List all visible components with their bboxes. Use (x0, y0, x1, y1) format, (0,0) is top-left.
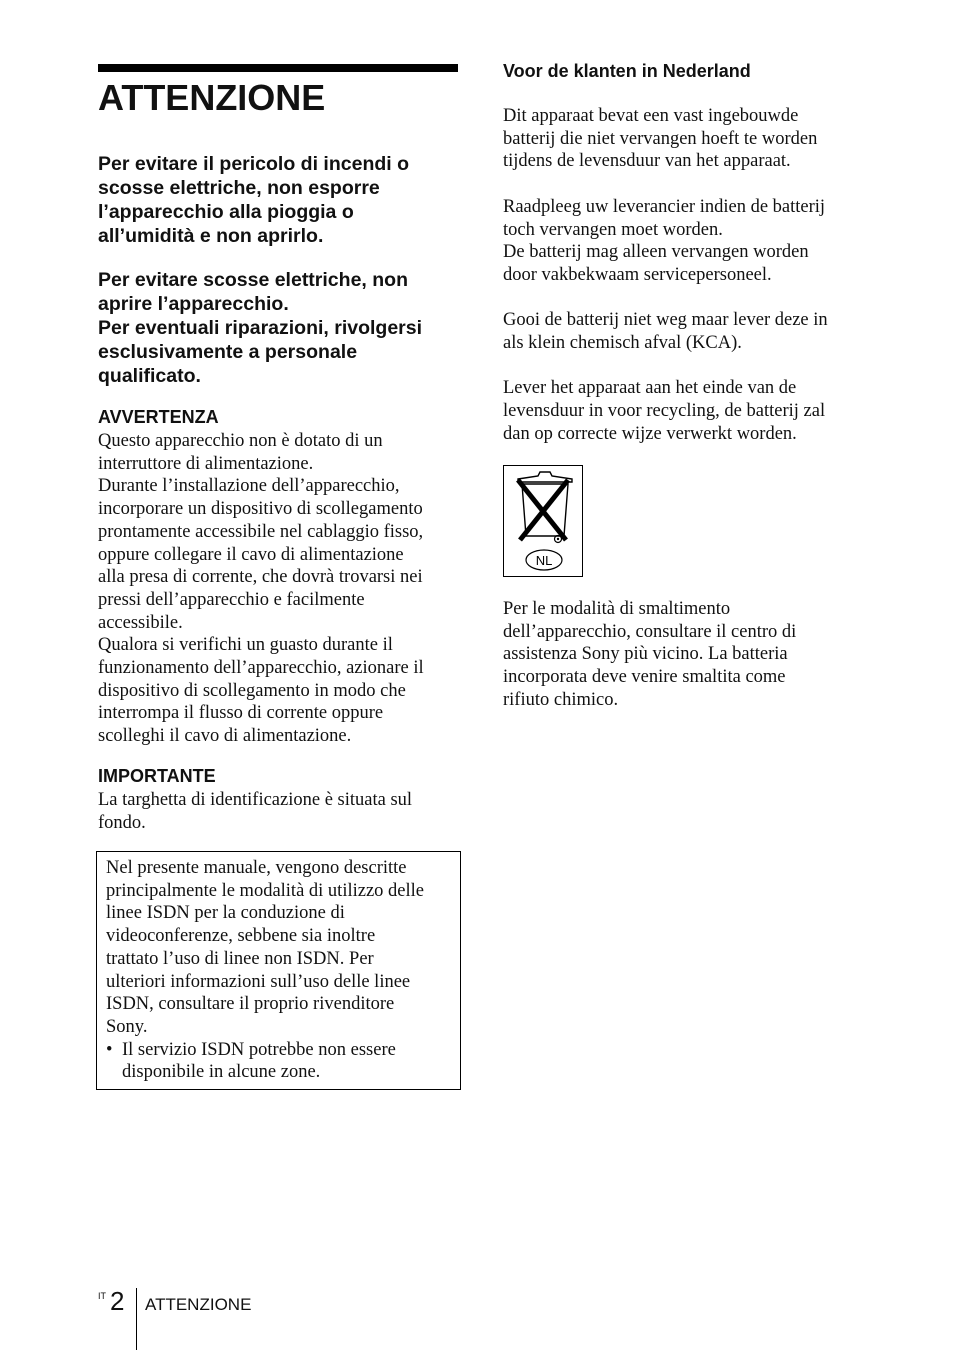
disposal-symbol-box (503, 465, 583, 577)
left-column (98, 64, 460, 834)
warning-line: Per evitare scosse elettriche, non (98, 269, 408, 291)
title-rule (98, 64, 458, 72)
text-line: tijdens de levensduur van het apparaat. (503, 151, 791, 172)
text-line: Gooi de batterij niet weg maar lever deze in (503, 310, 828, 331)
text-line: fondo. (98, 812, 146, 833)
text-line: als klein chemisch afval (KCA). (503, 333, 742, 353)
page-footer (0, 1284, 954, 1352)
nl-paragraph (503, 309, 868, 354)
warning-line: Per eventuali riparazioni, rivolgersi (98, 317, 423, 339)
bullet-line: Il servizio ISDN potrebbe non essere (122, 1039, 396, 1060)
warning-line: qualificato. (98, 365, 201, 387)
text-line: alla presa di corrente, che dovrà trovarsi nei (98, 567, 423, 588)
text-line: batterij die niet vervangen hoeft te worden (503, 128, 818, 149)
warning-line: all’umidità e non aprirlo. (98, 225, 324, 247)
isdn-note-box (96, 851, 461, 1090)
text-line: funzionamento dell’apparecchio, azionare il (98, 658, 424, 679)
nl-symbol-label: NL (535, 553, 553, 568)
note-line: trattato l’uso di linee non ISDN. Per (106, 948, 374, 969)
warning-line: esclusivamente a personale (98, 341, 358, 363)
text-line: rifiuto chimico. (503, 689, 619, 710)
text-line: Questo apparecchio non è dotato di un (98, 431, 383, 451)
warning-repairs (98, 268, 460, 388)
nl-paragraph (503, 377, 868, 445)
note-line: ISDN, consultare il proprio rivenditore (106, 994, 395, 1015)
text-line: levensduur in voor recycling, de batterij zal (503, 401, 826, 422)
text-line: Dit apparaat bevat een vast ingebouwde (503, 106, 799, 126)
page-number: 2 (110, 1286, 125, 1316)
text-line: incorporare un dispositivo di scollegamento (98, 499, 423, 520)
text-line: oppure collegare il cavo di alimentazione (98, 544, 404, 565)
text-line: Durante l’installazione dell’apparecchio, (98, 476, 400, 497)
warning-line: l’apparecchio alla pioggia o (98, 201, 354, 223)
text-line: incorporata deve venire smaltita come (503, 667, 786, 688)
text-line: toch vervangen moet worden. (503, 219, 723, 240)
text-line: interrompa il flusso di corrente oppure (98, 703, 384, 724)
bullet-mark: • (106, 1039, 113, 1060)
warning-line: Per evitare il pericolo di incendi o (98, 153, 410, 175)
footer-divider (136, 1288, 137, 1350)
right-column (503, 60, 868, 446)
warning-fire-shock (98, 152, 460, 248)
avvertenza-heading: AVVERTENZA (98, 407, 219, 427)
text-line: scolleghi il cavo di alimentazione. (98, 726, 352, 747)
note-bullet-item (106, 1039, 452, 1084)
nl-heading: Voor de klanten in Nederland (503, 61, 751, 81)
text-line: dell’apparecchio, consultare il centro di (503, 621, 797, 642)
disposal-paragraph (503, 598, 868, 712)
text-line: dan op correcte wijze verwerkt worden. (503, 423, 797, 444)
text-line: Per le modalità di smaltimento (503, 599, 731, 619)
note-line: Sony. (106, 1016, 148, 1037)
note-line: linee ISDN per la conduzione di (106, 903, 345, 924)
footer-language: IT (98, 1291, 106, 1301)
text-line: accessibile. (98, 612, 183, 633)
nl-paragraph (503, 196, 868, 287)
footer-section-title: ATTENZIONE (145, 1295, 252, 1314)
text-line: assistenza Sony più vicino. La batteria (503, 644, 788, 665)
bullet-text (122, 1039, 396, 1084)
text-line: door vakbekwaam servicepersoneel. (503, 264, 772, 285)
warning-line: scosse elettriche, non esporre (98, 177, 380, 199)
note-line: Nel presente manuale, vengono descritte (106, 858, 407, 878)
avvertenza-text (98, 430, 460, 748)
text-line: De batterij mag alleen vervangen worden (503, 242, 809, 263)
text-line: interruttore di alimentazione. (98, 453, 314, 474)
text-line: pressi dell’apparecchio e facilmente (98, 589, 365, 610)
text-line: La targhetta di identificazione è situata sul (98, 789, 413, 810)
page-title: ATTENZIONE (98, 77, 326, 118)
importante-heading: IMPORTANTE (98, 765, 216, 786)
note-line: videoconferenze, sebbene sia inoltre (106, 926, 376, 947)
note-line: principalmente le modalità di utilizzo delle (106, 880, 424, 901)
crossed-out-bin-icon (504, 466, 582, 576)
text-line: dispositivo di scollegamento in modo che (98, 680, 406, 701)
importante-text (98, 789, 460, 834)
bullet-line: disponibile in alcune zone. (122, 1062, 321, 1083)
text-line: Qualora si verifichi un guasto durante il (98, 635, 393, 656)
text-line: Lever het apparaat aan het einde van de (503, 378, 797, 399)
text-line: Raadpleeg uw leverancier indien de batterij (503, 196, 826, 217)
nl-paragraph (503, 105, 868, 173)
warning-line: aprire l’apparecchio. (98, 293, 289, 315)
note-line: ulteriori informazioni sull’uso delle linee (106, 971, 411, 992)
text-line: prontamente accessibile nel cablaggio fisso, (98, 521, 424, 542)
